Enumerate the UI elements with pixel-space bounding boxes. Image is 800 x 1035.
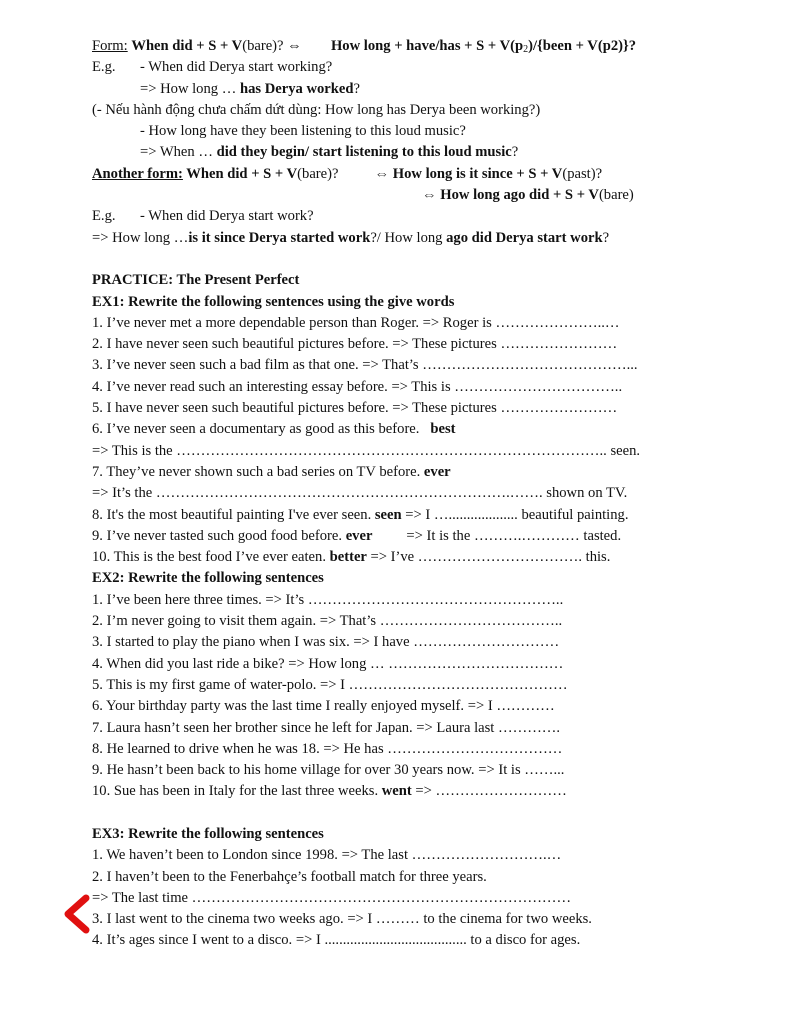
ex1-item-10-answer: => I’ve ……………………………. this. xyxy=(366,549,611,566)
another-form-alt2-tail: (bare) xyxy=(598,187,634,204)
example2-a xyxy=(92,228,782,249)
ex3-item-2: 2. I haven’t been to the Fenerbahçe’s football match for three years. xyxy=(92,868,487,885)
ex3-item-3: 3. I last went to the cinema two weeks ago. => I ……… to the cinema for two weeks. xyxy=(92,911,592,928)
another-form-line xyxy=(92,164,782,185)
example1-a1 xyxy=(92,79,782,100)
ex2-item-5: 5. This is my first game of water-polo. => I ……………………………………… xyxy=(92,676,568,693)
ex1-item-6-text: 6. I’ve never seen a documentary as good as this before. xyxy=(92,421,424,438)
ex2-item-9: 9. He hasn’t been back to his home village for over 30 years now. => It is ……... xyxy=(92,762,565,779)
example2-a-mid: ?/ How long xyxy=(370,229,447,246)
example1-q1-text: - When did Derya start working? xyxy=(140,59,333,76)
ex1-item-8 xyxy=(92,505,782,526)
ex1-item-7-text: 7. They’ve never shown such a bad series on TV before. xyxy=(92,463,424,480)
ex1-item-6-answer: => This is the …………………………………………………………………………….. seen. xyxy=(92,442,641,459)
ex2-item-4: 4. When did you last ride a bike? => How long … ……………………………… xyxy=(92,655,564,672)
example1-a1-bold: has Derya worked xyxy=(239,80,354,97)
ex3-item-1: 1. We haven’t been to London since 1998. => The last ……………………….… xyxy=(92,847,562,864)
example1-a2-bold: did they begin/ start listening to this loud music xyxy=(216,144,512,161)
ex1-item-4: 4. I’ve never read such an interesting essay before. => This is …………………………….. xyxy=(92,378,623,395)
form-when: When did + S + V xyxy=(131,38,243,54)
example1-a2-pre: => When … xyxy=(140,144,217,161)
ex2-item-3: 3. I started to play the piano when I was six. => I have ………………………… xyxy=(92,634,560,651)
ex3-title: EX3: Rewrite the following sentences xyxy=(92,825,324,842)
example1-label: E.g. xyxy=(92,59,116,76)
example2-q-text: - When did Derya start work? xyxy=(140,208,314,225)
ex3-item-2-answer: => The last time …………………………………………………………………… xyxy=(92,889,572,906)
ex1-item-7-word: ever xyxy=(423,463,451,480)
example2-a-bold2: ago did Derya start work xyxy=(446,229,603,246)
form-howlong-tail: )/{been + V(p2)}? xyxy=(528,38,637,54)
form-p2-subscript: 2 xyxy=(523,44,529,55)
ex2-item-8: 8. He learned to drive when he was 18. => He has ……………………………… xyxy=(92,740,563,757)
ex2-item-6: 6. Your birthday party was the last time I really enjoyed myself. => I ………… xyxy=(92,698,555,715)
ex1-item-9-answer: => It is the ……….………… tasted. xyxy=(406,527,622,544)
another-form-alt1-tail: (past)? xyxy=(562,165,603,182)
form-line xyxy=(92,36,782,57)
example1-note: (- Nếu hành động chưa chấm dứt dùng: How long has Derya been working?) xyxy=(92,101,541,118)
example1-a2-post: ? xyxy=(511,144,519,161)
ex2-item-10-answer: => ……………………… xyxy=(411,783,567,800)
ex1-item-8-word: seen xyxy=(374,506,402,523)
example1-q1 xyxy=(92,57,782,78)
practice-title: PRACTICE: The Present Perfect xyxy=(92,272,300,289)
form-howlong: How long + have/has + S + V(p xyxy=(330,38,524,54)
example1-q2: - How long have they been listening to this loud music? xyxy=(140,123,466,140)
another-form-when: When did + S + V xyxy=(182,165,298,182)
ex1-item-8-answer: => I …................... beautiful painting. xyxy=(401,506,629,523)
example2-q xyxy=(92,206,782,227)
ex1-item-3: 3. I’ve never seen such a bad film as that one. => That’s ……………………………………... xyxy=(92,357,638,374)
ex2-item-1: 1. I’ve been here three times. => It’s …………………………………………….. xyxy=(92,591,564,608)
ex2-title: EX2: Rewrite the following sentences xyxy=(92,570,324,587)
example2-label: E.g. xyxy=(92,208,116,225)
another-form-alt1: ⇔ How long is it since + S + V xyxy=(374,165,563,182)
ex1-item-6-word: best xyxy=(430,421,456,438)
worksheet-page xyxy=(92,36,782,952)
another-form-when-bare: (bare)? xyxy=(297,165,339,182)
ex1-item-8-text: 8. It's the most beautiful painting I've ever seen. xyxy=(92,506,375,523)
ex1-item-7 xyxy=(92,462,782,483)
another-form-alt2-line xyxy=(92,185,782,206)
ex2-item-10-text: 10. Sue has been in Italy for the last three weeks. xyxy=(92,783,382,800)
ex1-item-2: 2. I have never seen such beautiful pictures before. => These pictures …………………… xyxy=(92,336,618,353)
form-when-bare: (bare)? ⇔ xyxy=(242,38,302,54)
ex1-item-10-text: 10. This is the best food I’ve ever eaten. xyxy=(92,549,330,566)
ex1-item-9-word: ever xyxy=(345,527,373,544)
ex2-item-2: 2. I’m never going to visit them again. => That’s ……………………………….. xyxy=(92,613,563,630)
example2-a-pre: => How long … xyxy=(92,229,189,246)
ex1-item-5: 5. I have never seen such beautiful pictures before. => These pictures …………………… xyxy=(92,400,618,417)
ex2-item-10-word: went xyxy=(381,783,412,800)
example1-a1-pre: => How long … xyxy=(140,80,240,97)
ex2-item-10 xyxy=(92,781,782,802)
ex2-item-7: 7. Laura hasn’t seen her brother since he left for Japan. => Laura last …………. xyxy=(92,719,561,736)
form-label: Form: xyxy=(92,38,128,54)
example1-a1-post: ? xyxy=(353,80,360,97)
another-form-label: Another form: xyxy=(92,165,183,182)
ex1-item-9 xyxy=(92,526,782,547)
red-chevron-mark-icon xyxy=(60,894,94,934)
example1-a2 xyxy=(92,142,782,163)
ex1-item-10-word: better xyxy=(329,549,367,566)
example2-a-bold1: is it since Derya started work xyxy=(188,229,371,246)
ex1-item-6 xyxy=(92,419,782,440)
ex1-item-7-answer: => It’s the ……………………………………………………………….……. shown on TV. xyxy=(92,485,628,502)
ex1-item-9-text: 9. I’ve never tasted such good food before. xyxy=(92,527,346,544)
ex3-item-4: 4. It’s ages since I went to a disco. => I ....................................... to a disco for ages. xyxy=(92,932,581,949)
example2-a-post: ? xyxy=(602,229,610,246)
ex1-item-1: 1. I’ve never met a more dependable person than Roger. => Roger is …………………..… xyxy=(92,314,620,331)
another-form-alt2: ⇔ How long ago did + S + V xyxy=(422,187,599,204)
ex1-item-10 xyxy=(92,547,782,568)
ex1-title: EX1: Rewrite the following sentences using the give words xyxy=(92,293,455,310)
